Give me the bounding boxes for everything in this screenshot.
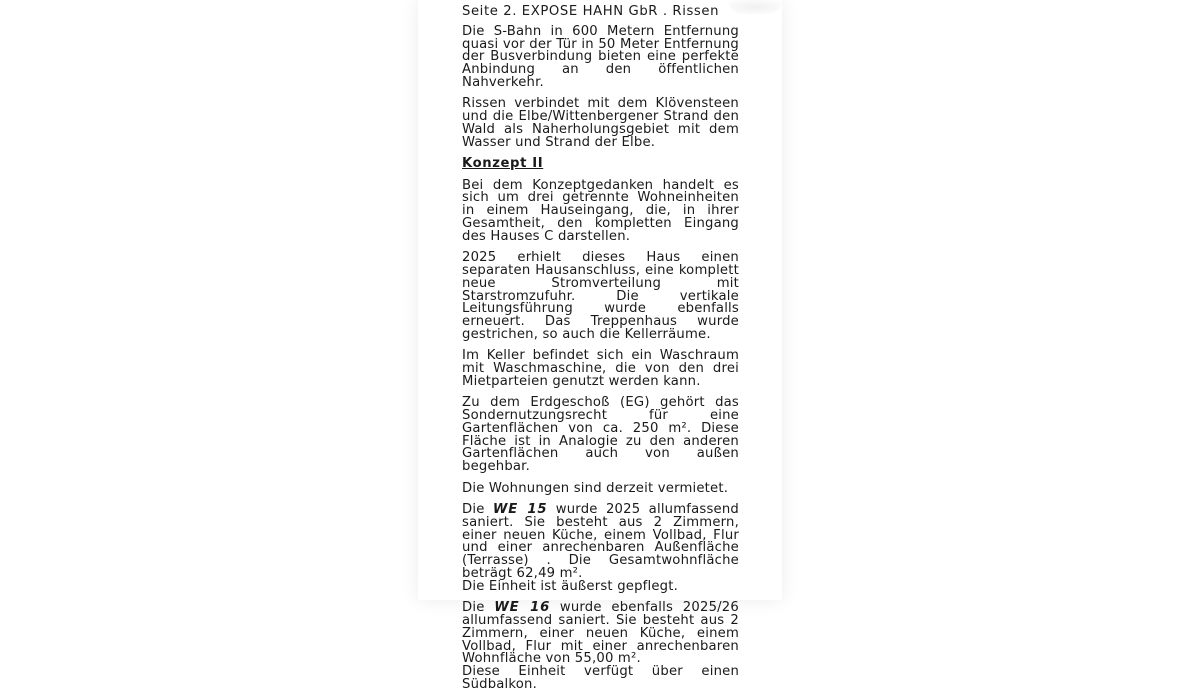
paragraph-we16 — [462, 602, 739, 692]
document-body — [462, 6, 739, 700]
paragraph-recreation: Rissen verbindet mit dem Klövensteen und die Elbe/Wittenbergener Strand den Wald als Naherholungsgebiet mit dem Wasser und Strand der Elbe. — [462, 96, 739, 150]
we15-condition: Die Einheit ist äußerst gepflegt. — [462, 578, 678, 594]
we16-balcony: Diese Einheit verfügt über einen Südbalkon. — [462, 664, 739, 692]
we15-unit-label: WE 15 — [492, 502, 548, 518]
we16-prefix: Die — [462, 600, 495, 616]
paragraph-renovation: 2025 erhielt dieses Haus einen separaten Hausanschluss, eine komplett neue Stromverteilung mit Starstromzufuhr. Die vertikale Leitungsführung wurde ebenfalls erneuert. Das Treppenhaus wurde gestrichen, so auch die Kellerräume. — [462, 250, 739, 342]
paragraph-concept: Bei dem Konzeptgedanken handelt es sich um drei getrennte Wohneinheiten in einem Hauseingang, die, in ihrer Gesamtheit, den kompletten Eingang des Hauses C darstellen. — [462, 177, 739, 244]
we15-description: wurde 2025 allumfassend saniert. Sie besteht aus 2 Zimmern, einer neuen Küche, einem Vollbad, Flur und einer anrechenbaren Außenfläche (Terrasse) . Die Gesamtwohnfläche beträgt 62,49 m². — [462, 502, 739, 582]
paragraph-rented: Die Wohnungen sind derzeit vermietet. — [462, 480, 729, 496]
page-header: Seite 2. EXPOSE HAHN GbR . Rissen — [462, 4, 720, 19]
we16-description: wurde ebenfalls 2025/26 allumfassend saniert. Sie besteht aus 2 Zimmern, einer neuen Küche, einem Vollbad, Flur mit einer anrechenbaren Wohnfläche von 55,00 m². — [462, 600, 739, 667]
paragraph-garden: Zu dem Erdgeschoß (EG) gehört das Sondernutzungsrecht für eine Gartenflächen von ca. 250 m². Diese Fläche ist in Analogie zu den anderen Gartenflächen auch von außen begehbar. — [462, 395, 739, 475]
we15-prefix: Die — [462, 502, 493, 518]
we16-unit-label: WE 16 — [494, 600, 551, 616]
paragraph-laundry: Im Keller befindet sich ein Waschraum mit Waschmaschine, die von den drei Mietparteien genutzt werden kann. — [462, 348, 739, 389]
section-heading-konzept: Konzept II — [462, 156, 544, 172]
paragraph-we15 — [462, 504, 739, 594]
paragraph-transport: Die S-Bahn in 600 Metern Entfernung quasi vor der Tür in 50 Meter Entfernung der Busverbindung bieten eine perfekte Anbindung an den öffentlichen Nahverkehr. — [462, 23, 739, 90]
